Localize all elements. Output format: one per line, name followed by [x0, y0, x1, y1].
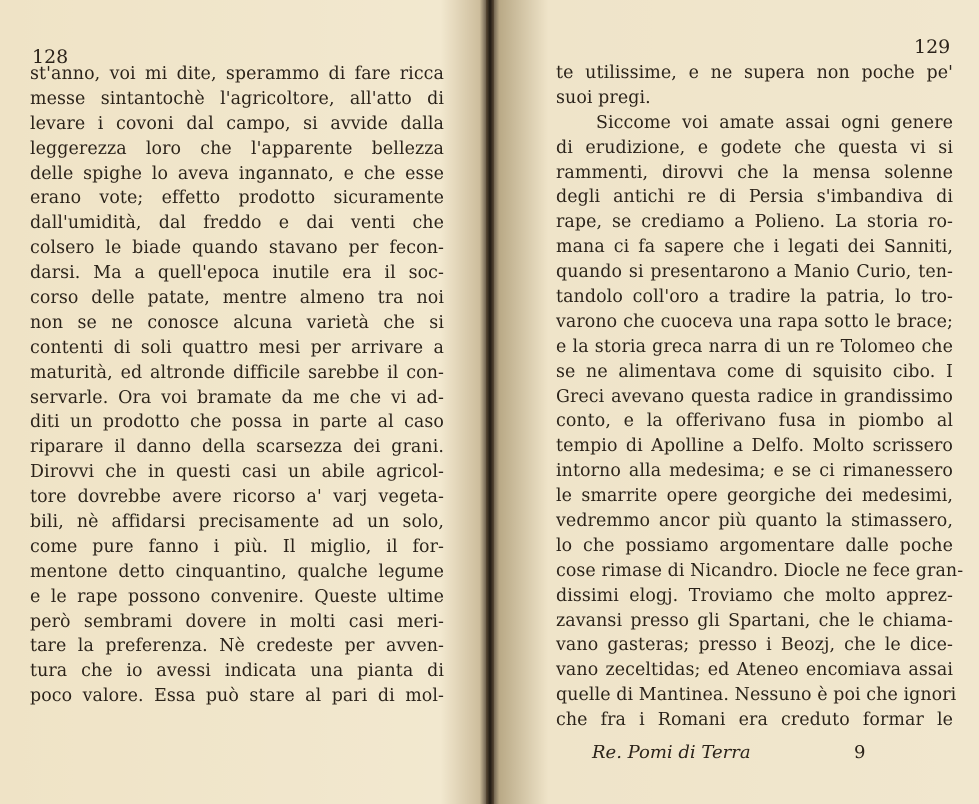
text-line: servarle. Ora voi bramate da me che vi ad- — [30, 387, 444, 408]
text-line: Siccome voi amate assai ogni genere — [596, 112, 953, 133]
text-line: mana ci fa sapere che i legati dei Sanniti, — [556, 237, 953, 258]
text-line: leggerezza loro che l'apparente bellezza — [30, 138, 444, 159]
left-text-block — [30, 62, 444, 709]
text-line: maturità, ed altronde difficile sarebbe il con- — [30, 362, 444, 383]
text-line: tore dovrebbe avere ricorso a' varj vegeta- — [30, 487, 444, 508]
text-line: suoi pregi. — [556, 87, 651, 108]
page-number: 129 — [914, 36, 951, 58]
text-line: rammenti, dirovvi che la mensa solenne — [556, 162, 953, 183]
text-line: Dirovvi che in questi casi un abile agricol- — [30, 462, 444, 483]
right-page — [492, 0, 979, 804]
sheet-number: 9 — [854, 742, 866, 763]
text-line: rape, se crediamo a Polieno. La storia ro- — [556, 212, 953, 233]
signature-mark: Re. Pomi di Terra — [592, 742, 751, 763]
text-line: te utilissime, e ne supera non poche pe' — [556, 63, 953, 83]
text-line: levare i covoni dal campo, si avvide dalla — [30, 113, 444, 134]
text-line: zavansi presso gli Spartani, che le chiama- — [556, 610, 953, 631]
text-line: di erudizione, e godete che questa vi si — [556, 137, 953, 158]
text-line: tare la preferenza. Nè credeste per avven- — [30, 636, 444, 657]
text-line: intorno alla medesima; e se ci rimanessero — [556, 461, 953, 482]
text-line: dissimi elogj. Troviamo che molto apprez- — [556, 585, 953, 606]
text-line: vano zeceltidas; ed Ateneo encomiava assai — [556, 660, 953, 681]
text-line: poco valore. Essa può stare al pari di mol- — [30, 686, 444, 707]
text-line: quelle di Mantinea. Nessuno è poi che ignori — [556, 685, 957, 706]
text-line: però sembrami dovere in molti casi meri- — [30, 611, 444, 632]
text-line: diti un prodotto che possa in parte al caso — [30, 412, 444, 433]
text-line: se ne alimentava come di squisito cibo. I — [556, 361, 953, 382]
text-line: colsero le biade quando stavano per fecon- — [30, 238, 444, 259]
text-line: e la storia greca narra di un re Tolomeo che — [556, 336, 953, 357]
text-line: quando si presentarono a Manio Curio, ten- — [556, 262, 953, 283]
text-line: varono che cuoceva una rapa sotto le brace; — [556, 311, 953, 332]
text-line: vano gasteras; presso i Beozj, che le dice- — [556, 635, 953, 656]
text-line: degli antichi re di Persia s'imbandiva di — [556, 187, 953, 208]
text-line: vedremmo ancor più quanto la stimassero, — [556, 511, 953, 532]
text-line: st'anno, voi mi dite, sperammo di fare ricca — [30, 64, 444, 84]
text-line: e le rape possono convenire. Queste ultime — [30, 586, 444, 607]
text-line: contenti di soli quattro mesi per arrivare a — [30, 337, 444, 358]
text-line: messe sintantochè l'agricoltore, all'atto di — [30, 88, 444, 109]
right-text-block — [556, 61, 964, 733]
text-line: delle spighe lo aveva ingannato, e che esse — [30, 163, 444, 184]
text-line: erano vote; effetto prodotto sicuramente — [30, 188, 444, 209]
text-line: lo che possiamo argomentare dalle poche — [556, 535, 953, 556]
text-line: bili, nè affidarsi precisamente ad un solo, — [30, 512, 444, 533]
page-number: 128 — [32, 46, 69, 68]
text-line: tura che io avessi indicata una pianta di — [30, 661, 444, 682]
text-line: cose rimase di Nicandro. Diocle ne fece gran- — [556, 560, 964, 581]
text-line: dall'umidità, dal freddo e dai venti che — [30, 213, 444, 234]
page-footer — [592, 742, 892, 763]
text-line: mentone detto cinquantino, qualche legume — [30, 561, 444, 582]
left-page — [0, 0, 488, 804]
text-line: come pure fanno i più. Il miglio, il for- — [30, 536, 444, 557]
text-line: conto, e la offerivano fusa in piombo al — [556, 411, 953, 432]
text-line: corso delle patate, mentre almeno tra noi — [30, 288, 444, 309]
text-line: le smarrite opere georgiche dei medesimi, — [556, 486, 953, 507]
text-line: riparare il danno della scarsezza dei grani. — [30, 437, 444, 458]
text-line: darsi. Ma a quell'epoca inutile era il soc- — [30, 263, 444, 284]
text-line: non se ne conosce alcuna varietà che si — [30, 312, 444, 333]
text-line: tempio di Apolline a Delfo. Molto scrissero — [556, 436, 953, 457]
text-line: che fra i Romani era creduto formar le — [556, 710, 953, 731]
text-line: tandolo coll'oro a tradire la patria, lo tro- — [556, 287, 953, 308]
text-line: Greci avevano questa radice in grandissimo — [556, 386, 953, 407]
